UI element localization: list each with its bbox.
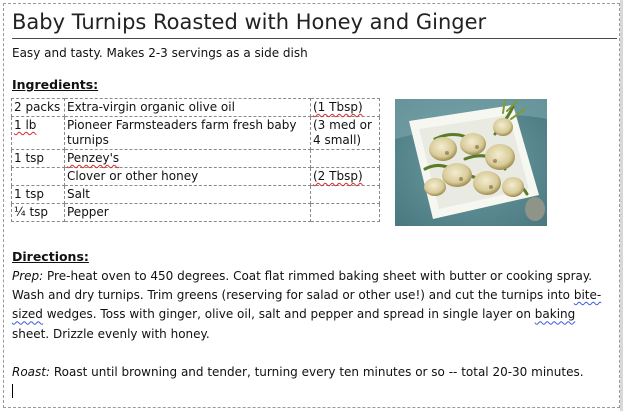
- item-cell[interactable]: Pepper: [65, 204, 311, 222]
- prep-bite-sized: bite-sized: [12, 288, 602, 322]
- qty-cell[interactable]: 2 packs: [12, 99, 65, 117]
- table-row[interactable]: [12, 168, 380, 186]
- directions-heading[interactable]: Directions:: [12, 249, 89, 264]
- item-cell[interactable]: Clover or other honey: [65, 168, 311, 186]
- note-text: (1 Tbsp): [313, 100, 363, 114]
- text-cursor: [12, 384, 13, 398]
- roast-text: Roast until browning and tender, turning every ten minutes or so -- total 20-30 minutes.: [50, 364, 584, 379]
- directions-body[interactable]: [12, 267, 612, 382]
- title-underline-rule: [12, 38, 617, 39]
- roast-paragraph[interactable]: [12, 363, 612, 382]
- roast-label: Roast:: [12, 364, 51, 379]
- note-cell[interactable]: [311, 99, 380, 117]
- note-cell[interactable]: [311, 204, 380, 222]
- qty-cell[interactable]: 1 tsp: [12, 186, 65, 204]
- item-text: Penzey's: [67, 151, 120, 165]
- note-text: (2 Tbsp): [313, 169, 363, 183]
- item-cell[interactable]: [65, 150, 311, 168]
- item-cell[interactable]: Extra-virgin organic olive oil: [65, 99, 311, 117]
- prep-text: sheet. Drizzle evenly with honey.: [12, 326, 210, 341]
- prep-text: Pre-heat oven to 450 degrees. Coat flat rimmed baking sheet with butter or cooking spray. Wash and dry turnips. Trim greens (reserving for salad or other use!) and cut the turnips into: [12, 269, 593, 303]
- qty-cell[interactable]: [12, 168, 65, 186]
- recipe-subtitle[interactable]: Easy and tasty. Makes 2-3 servings as a side dish: [12, 46, 308, 60]
- ingredients-heading[interactable]: Ingredients:: [12, 77, 99, 92]
- qty-text: 1 lb: [14, 118, 37, 132]
- item-cell[interactable]: Salt: [65, 186, 311, 204]
- prep-paragraph[interactable]: [12, 267, 612, 344]
- table-row[interactable]: [12, 186, 380, 204]
- prep-baking: baking: [534, 307, 576, 322]
- note-cell[interactable]: (3 med or 4 small): [311, 117, 380, 150]
- note-cell[interactable]: [311, 150, 380, 168]
- roasted-turnips-photo[interactable]: [395, 99, 547, 226]
- table-row[interactable]: [12, 99, 380, 117]
- ingredients-table[interactable]: [11, 98, 380, 222]
- qty-cell[interactable]: [12, 117, 65, 150]
- table-row[interactable]: [12, 204, 380, 222]
- note-cell[interactable]: [311, 168, 380, 186]
- item-cell[interactable]: Pioneer Farmsteaders farm fresh baby turnips: [65, 117, 311, 150]
- prep-label: Prep:: [12, 269, 44, 283]
- note-cell[interactable]: [311, 186, 380, 204]
- recipe-title[interactable]: Baby Turnips Roasted with Honey and Ginger: [12, 10, 487, 34]
- qty-cell[interactable]: ¼ tsp: [12, 204, 65, 222]
- table-row[interactable]: [12, 117, 380, 150]
- prep-text: wedges. Toss with ginger, olive oil, salt and pepper and spread in single layer on: [42, 307, 535, 322]
- table-row[interactable]: [12, 150, 380, 168]
- qty-cell[interactable]: 1 tsp: [12, 150, 65, 168]
